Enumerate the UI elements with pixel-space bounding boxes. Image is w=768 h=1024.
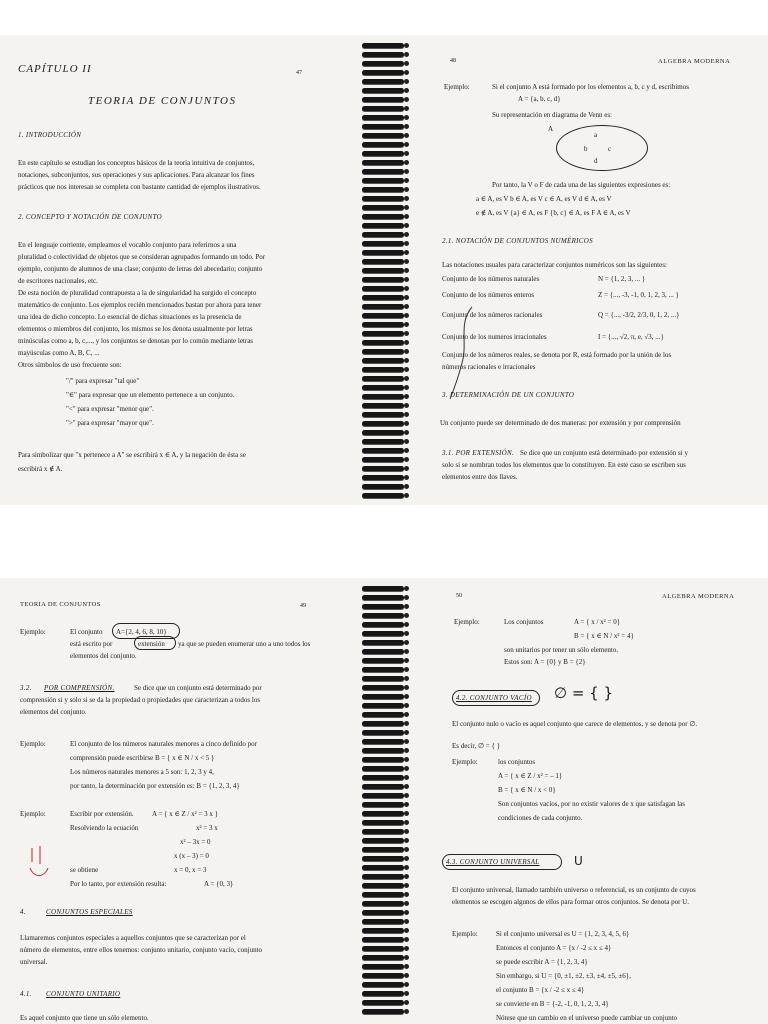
page-title: TEORIA DE CONJUNTOS xyxy=(88,95,237,107)
paragraph-line: elementos se escogen algunos de ellos para formar otros conjuntos. Se denota por U. xyxy=(452,898,689,906)
set-notation: A = {0, 3} xyxy=(204,880,234,888)
binding-coil xyxy=(362,205,404,210)
binding-coil xyxy=(362,376,404,381)
example-text: Los números naturales menores a 5 son: 1, 2, 3 y 4, xyxy=(70,768,214,776)
binding-coil xyxy=(362,115,404,120)
binding-coil xyxy=(362,223,404,228)
binding-coil xyxy=(362,982,404,987)
bottom-spread xyxy=(0,578,768,1024)
binding-coil xyxy=(362,43,404,48)
venn-element: a xyxy=(594,131,598,139)
section-heading: CONJUNTOS ESPECIALES xyxy=(46,908,133,916)
binding-coil xyxy=(362,883,404,888)
truth-row: a ∈ A, es V b ∈ A, es V c ∈ A, es V d ∈ A, es V xyxy=(476,195,612,203)
binding-coil xyxy=(362,991,404,996)
running-header: ALGEBRA MODERNA xyxy=(662,593,735,600)
section-heading: 3. DETERMINACIÓN DE UN CONJUNTO xyxy=(442,391,575,399)
paragraph-line: de escritores nacionales, etc. xyxy=(18,277,98,285)
example-text: los conjuntos xyxy=(498,758,536,766)
binding-coil xyxy=(362,1009,404,1014)
set-notation: A = { x ∈ Z / x² = 3 x } xyxy=(152,810,219,818)
paragraph-line: universal. xyxy=(20,958,48,966)
binding-coil xyxy=(362,286,404,291)
paragraph-line: Llamaremos conjuntos especiales a aquellos conjuntos que se caracterizan por el xyxy=(20,934,246,942)
binding-coil xyxy=(362,79,404,84)
binding-coil xyxy=(362,466,404,471)
section-number: 4. xyxy=(20,908,26,916)
binding-coil xyxy=(362,811,404,816)
binding-coil xyxy=(362,595,404,600)
binding-coil xyxy=(362,358,404,363)
paragraph-line: elementos entre dos llaves. xyxy=(442,473,518,481)
binding-coil xyxy=(362,802,404,807)
example-text: Son conjuntos vacíos, por no existir valores de x que satisfagan las xyxy=(498,800,686,808)
section-heading: CONJUNTO UNITARIO xyxy=(46,990,121,998)
set-notation: Q = {..., -3/2, 2/3, 0, 1, 2, ...} xyxy=(598,311,680,319)
example-text: Resolviendo la ecuación xyxy=(70,824,139,832)
section-heading: 4.2. CONJUNTO VACÍO xyxy=(456,694,532,702)
page-number: 48 xyxy=(450,58,456,64)
symbol-line: "∈" para expresar que un elemento pertenece a un conjunto. xyxy=(66,391,235,399)
chapter-heading: CAPÍTULO II xyxy=(18,63,92,75)
example-text: Los conjuntos xyxy=(504,618,544,626)
binding-coil xyxy=(362,493,404,498)
section-heading: 2.1. NOTACIÓN DE CONJUNTOS NUMÉRICOS xyxy=(442,237,593,245)
handwritten-brace xyxy=(448,303,478,403)
binding-coil xyxy=(362,694,404,699)
spiral-binding xyxy=(358,35,410,505)
binding-coil xyxy=(362,910,404,915)
example-text: está escrito por xyxy=(70,640,113,648)
binding-coil xyxy=(362,322,404,327)
binding-coil xyxy=(362,829,404,834)
example-text: extensión xyxy=(138,640,165,648)
venn-element: c xyxy=(608,145,612,153)
example-text: El conjunto de los números naturales menores a cinco definido por xyxy=(70,740,258,748)
binding-coil xyxy=(362,730,404,735)
binding-coil xyxy=(362,250,404,255)
binding-coil xyxy=(362,658,404,663)
binding-coil xyxy=(362,874,404,879)
section-number: 4.1. xyxy=(20,990,32,998)
binding-coil xyxy=(362,124,404,129)
section-heading: 3.1. POR EXTENSIÓN. xyxy=(442,449,515,457)
binding-coil xyxy=(362,631,404,636)
example-text: el conjunto B = {x / -2 ≤ x ≤ 4} xyxy=(496,986,585,994)
set-name: Conjunto de los números enteros xyxy=(442,291,535,299)
binding-coil xyxy=(362,739,404,744)
binding-coil xyxy=(362,640,404,645)
set-notation: I = {..., √2, π, e, √3, ...} xyxy=(598,333,664,341)
spiral-binding xyxy=(358,578,410,1024)
binding-coil xyxy=(362,1000,404,1005)
venn-circle xyxy=(556,125,648,171)
binding-coil xyxy=(362,61,404,66)
paragraph-line: una idea de dicho concepto. Lo esencial de dichas situaciones es la presencia de xyxy=(18,313,242,321)
binding-coil xyxy=(362,775,404,780)
binding-coil xyxy=(362,97,404,102)
section-number: 3.2. xyxy=(20,684,32,692)
binding-coil xyxy=(362,259,404,264)
page-49 xyxy=(0,578,360,1024)
paragraph-line: prácticos que nos interesan se completa con bastante cantidad de ejemplos ilustrativos. xyxy=(18,183,261,191)
binding-coil xyxy=(362,847,404,852)
binding-coil xyxy=(362,838,404,843)
binding-coil xyxy=(362,712,404,717)
example-text: Por tanto, la V o F de cada una de las siguientes expresiones es: xyxy=(492,181,671,189)
page-50 xyxy=(408,578,768,1024)
paragraph-line: elementos del conjunto. xyxy=(20,708,87,716)
binding-coil xyxy=(362,685,404,690)
binding-coil xyxy=(362,340,404,345)
binding-coil xyxy=(362,946,404,951)
binding-coil xyxy=(362,268,404,273)
symbol-line: ">" para expresar "mayor que". xyxy=(66,419,154,427)
binding-coil xyxy=(362,793,404,798)
binding-coil xyxy=(362,856,404,861)
example-text: ya que se pueden enumerar uno a uno todos los xyxy=(178,640,311,648)
binding-coil xyxy=(362,169,404,174)
binding-coil xyxy=(362,865,404,870)
example-text: El conjunto xyxy=(70,628,103,636)
paragraph-line: comprensión si y solo si se da la propiedad o propiedades que caracterizan a todos los xyxy=(20,696,261,704)
paragraph-line: número de elementos, entre ellos tenemos: conjunto unitario, conjunto vacío, conjunto xyxy=(20,946,263,954)
binding-coil xyxy=(362,667,404,672)
example-text: Entonces el conjunto A = {x / -2 ≤ x ≤ 4} xyxy=(496,944,612,952)
binding-coil xyxy=(362,187,404,192)
binding-coil xyxy=(362,964,404,969)
paragraph-line: El conjunto nulo o vacío es aquel conjunto que carece de elementos, y se denota por ∅. xyxy=(452,720,698,728)
example-text: Su representación en diagrama de Venn es: xyxy=(492,111,612,119)
equation-step: x = 0, x = 3 xyxy=(174,866,207,874)
set-notation: Z = {..., -3, -1, 0, 1, 2, 3, ... } xyxy=(598,291,679,299)
example-label: Ejemplo: xyxy=(20,628,46,636)
binding-coil xyxy=(362,52,404,57)
paragraph-line: Se dice que un conjunto está determinado por extensión si y xyxy=(520,449,688,457)
binding-coil xyxy=(362,649,404,654)
binding-coil xyxy=(362,586,404,591)
example-label: Ejemplo: xyxy=(20,810,46,818)
paragraph-line: notaciones, subconjuntos, sus operaciones y sus aplicaciones. Para alcanzar los fines xyxy=(18,171,255,179)
section-heading: POR COMPRENSIÓN. xyxy=(44,684,115,692)
paragraph-line: Es aquel conjunto que tiene un sólo elemento. xyxy=(20,1014,149,1022)
binding-coil xyxy=(362,412,404,417)
binding-coil xyxy=(362,88,404,93)
handwritten-mark xyxy=(26,844,56,884)
set-notation: A={2, 4, 6, 8, 10} xyxy=(116,628,167,636)
binding-coil xyxy=(362,421,404,426)
paragraph-line: elementos o miembros del conjunto, los mismos se los denota usualmente por letras xyxy=(18,325,253,333)
binding-coil xyxy=(362,757,404,762)
truth-row: e ∉ A, es V {a} ∈ A, es F {b, c} ∈ A, es F A ∈ A, es V xyxy=(476,209,631,217)
page-number: 50 xyxy=(456,593,462,599)
example-text: comprensión puede escribirse B = { x ∈ N / x < 5 } xyxy=(70,754,215,762)
binding-coil xyxy=(362,928,404,933)
symbol-line: "<" para expresar "menor que". xyxy=(66,405,154,413)
binding-coil xyxy=(362,151,404,156)
page-47 xyxy=(0,35,360,505)
equation-step: x (x – 3) = 0 xyxy=(174,852,209,860)
paragraph-line: En este capítulo se estudian los conceptos básicos de la teoría intuitiva de conjuntos, xyxy=(18,159,255,167)
symbol-line: "/" para expresar "tal que" xyxy=(66,377,140,385)
binding-coil xyxy=(362,439,404,444)
binding-coil xyxy=(362,973,404,978)
paragraph-line: Otros símbolos de uso frecuente son: xyxy=(18,361,122,369)
page-number: 47 xyxy=(296,70,302,76)
binding-coil xyxy=(362,349,404,354)
binding-coil xyxy=(362,385,404,390)
section-heading: 1. INTRODUCCIÓN xyxy=(18,131,82,139)
paragraph-line: El conjunto universal, llamado también universo o referencial, es un conjunto de cuyos xyxy=(452,886,696,894)
paragraph-line: mayúsculas como A, B, C, ... xyxy=(18,349,100,357)
equation-step: x² – 3x = 0 xyxy=(180,838,211,846)
venn-element: d xyxy=(594,157,598,165)
binding-coil xyxy=(362,304,404,309)
binding-coil xyxy=(362,142,404,147)
binding-coil xyxy=(362,901,404,906)
example-label: Ejemplo: xyxy=(452,930,478,938)
running-header: TEORIA DE CONJUNTOS xyxy=(20,601,101,608)
paragraph-line: Conjunto de los números reales, se denota por R, está formado por la unión de los xyxy=(442,351,672,359)
binding-coil xyxy=(362,241,404,246)
binding-coil xyxy=(362,331,404,336)
binding-coil xyxy=(362,784,404,789)
binding-coil xyxy=(362,457,404,462)
binding-coil xyxy=(362,919,404,924)
binding-coil xyxy=(362,613,404,618)
paragraph-line: escribirá x ∉ A. xyxy=(18,465,63,473)
binding-coil xyxy=(362,721,404,726)
binding-coil xyxy=(362,748,404,753)
binding-coil xyxy=(362,70,404,75)
example-label: Ejemplo: xyxy=(444,83,470,91)
paragraph-line: Un conjunto puede ser determinado de dos maneras: por extensión y por comprensión xyxy=(440,419,681,427)
binding-coil xyxy=(362,820,404,825)
page-48 xyxy=(408,35,768,505)
binding-coil xyxy=(362,676,404,681)
example-label: Ejemplo: xyxy=(20,740,46,748)
set-name: Conjunto de los numeros irracionales xyxy=(442,333,547,341)
set-notation: B = { x ∈ N / x² = 4} xyxy=(574,632,634,640)
example-text: son unitarios por tener un sólo elemento. xyxy=(504,646,619,654)
binding-coil xyxy=(362,196,404,201)
set-notation: B = { x ∈ N / x < 0} xyxy=(498,786,556,794)
example-text: Nótese que un cambio en el universo puede cambiar un conjunto xyxy=(496,1014,678,1022)
example-text: Escribir por extensión. xyxy=(70,810,134,818)
example-label: Ejemplo: xyxy=(452,758,478,766)
binding-coil xyxy=(362,703,404,708)
binding-coil xyxy=(362,394,404,399)
binding-coil xyxy=(362,955,404,960)
example-text: se convierte en B = {-2, -1, 0, 1, 2, 3, 4} xyxy=(496,1000,609,1008)
paragraph-line: solo si se nombran todos los elementos que lo constituyen. En este caso se escriben sus xyxy=(442,461,686,469)
example-text: Si el conjunto A está formado por los elementos a, b, c y d, escribimos xyxy=(492,83,689,91)
example-text: elementos del conjunto. xyxy=(70,652,137,660)
binding-coil xyxy=(362,160,404,165)
binding-coil xyxy=(362,367,404,372)
example-text: se obtiene xyxy=(70,866,99,874)
venn-element: b xyxy=(584,145,588,153)
set-notation: A = { x / x² = 0} xyxy=(574,618,621,626)
example-text: Sin embargo, si U = {0, ±1, ±2, ±3, ±4, ±5, ±6}, xyxy=(496,972,631,980)
set-notation: N = {1, 2, 3, ... } xyxy=(598,275,646,283)
example-text: condiciones de cada conjunto. xyxy=(498,814,583,822)
example-label: Ejemplo: xyxy=(454,618,480,626)
paragraph-line: ejemplo, conjunto de alumnos de una clase; conjunto de letras del abecedario; conjunto xyxy=(18,265,263,273)
equation-step: x² = 3 x xyxy=(196,824,218,832)
binding-coil xyxy=(362,232,404,237)
binding-coil xyxy=(362,295,404,300)
section-heading: 4.3. CONJUNTO UNIVERSAL xyxy=(446,858,540,866)
binding-coil xyxy=(362,604,404,609)
set-name: Conjunto de los números naturales xyxy=(442,275,540,283)
binding-coil xyxy=(362,313,404,318)
handwritten-note: ∅ = { } xyxy=(554,684,614,702)
page-number: 49 xyxy=(300,603,306,609)
binding-coil xyxy=(362,766,404,771)
binding-coil xyxy=(362,484,404,489)
example-text: por tanto, la determinación por extensión es: B = {1, 2, 3, 4} xyxy=(70,782,240,790)
binding-coil xyxy=(362,622,404,627)
binding-coil xyxy=(362,448,404,453)
binding-coil xyxy=(362,178,404,183)
example-text: Estos son: A = {0} y B = {2} xyxy=(504,658,586,666)
binding-coil xyxy=(362,277,404,282)
binding-coil xyxy=(362,403,404,408)
example-text: se puede escribir A = {1, 2, 3, 4} xyxy=(496,958,588,966)
binding-coil xyxy=(362,892,404,897)
venn-label: A xyxy=(548,125,554,133)
paragraph-line: Se dice que un conjunto está determinado por xyxy=(134,684,262,692)
example-text: Por lo tanto, por extensión resulta: xyxy=(70,880,167,888)
paragraph-line: Las notaciones usuales para caracterizar conjuntos numéricos son las siguientes: xyxy=(442,261,667,269)
handwritten-note: U xyxy=(574,854,583,868)
paragraph-line: números racionales e irracionales xyxy=(442,363,536,371)
paragraph-line: pluralidad o colectividad de objetos que se consideran agrupados formando un todo. Por xyxy=(18,253,266,261)
set-name: Conjunto de los números racionales xyxy=(442,311,543,319)
paragraph-line: De esta noción de pluralidad contrapuesta a la de singularidad ha surgido el concepto xyxy=(18,289,257,297)
paragraph-line: minúsculas como a, b, c,..., y los conjuntos se denotan por lo común mediante letras xyxy=(18,337,254,345)
top-spread xyxy=(0,35,768,505)
paragraph-line: matemático de conjunto. Los ejemplos recién mencionados bastan por ahora para tener xyxy=(18,301,262,309)
set-notation: A = { x ∈ Z / x² = – 1} xyxy=(498,772,563,780)
example-text: Si el conjunto universal es U = {1, 2, 3, 4, 5, 6} xyxy=(496,930,630,938)
set-notation: A = {a, b, c, d} xyxy=(518,95,561,103)
paragraph-line: Es decir, ∅ = { } xyxy=(452,742,500,750)
paragraph-line: En el lenguaje corriente, empleamos el vocablo conjunto para referirnos a una xyxy=(18,241,237,249)
binding-coil xyxy=(362,937,404,942)
running-header: ALGEBRA MODERNA xyxy=(658,58,731,65)
paragraph-line: Para simbolizar que "x pertenece a A" se escribirá x ∈ A, y la negación de ésta se xyxy=(18,451,246,459)
binding-coil xyxy=(362,133,404,138)
binding-coil xyxy=(362,214,404,219)
binding-coil xyxy=(362,106,404,111)
binding-coil xyxy=(362,430,404,435)
section-heading: 2. CONCEPTO Y NOTACIÓN DE CONJUNTO xyxy=(18,213,163,221)
binding-coil xyxy=(362,475,404,480)
